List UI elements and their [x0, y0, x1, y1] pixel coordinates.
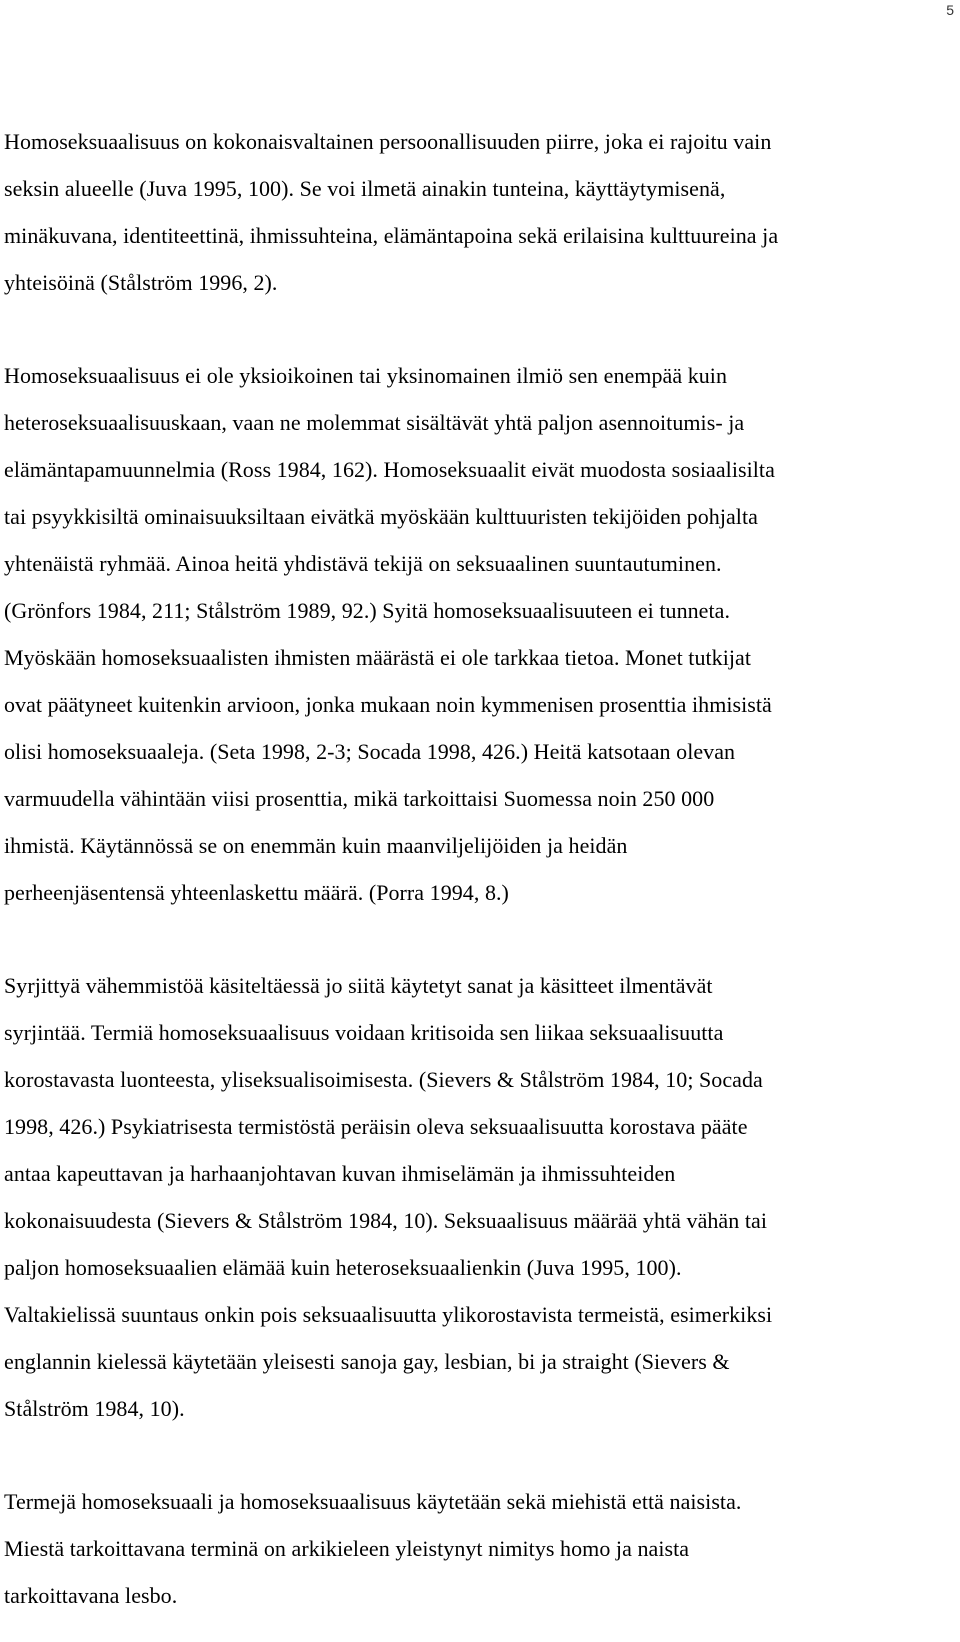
paragraph-3 [4, 962, 954, 1432]
paragraph-gap [4, 916, 954, 962]
paragraph-1 [4, 118, 954, 306]
text-line: tarkoittavana lesbo. [4, 1583, 178, 1608]
text-line: yhteisöinä (Stålström 1996, 2). [4, 270, 278, 295]
text-line: ovat päätyneet kuitenkin arvioon, jonka mukaan noin kymmenisen prosenttia ihmisistä [4, 692, 772, 717]
page-number: 5 [946, 2, 954, 18]
paragraph-gap [4, 306, 954, 352]
text-line: ihmistä. Käytännössä se on enemmän kuin maanviljelijöiden ja heidän [4, 833, 628, 858]
text-line: seksin alueelle (Juva 1995, 100). Se voi ilmetä ainakin tunteina, käyttäytymisenä, [4, 176, 726, 201]
text-line: Stålström 1984, 10). [4, 1396, 185, 1421]
text-line: minäkuvana, identiteettinä, ihmissuhteina, elämäntapoina sekä erilaisina kulttuureina ja [4, 223, 779, 248]
text-line: tai psyykkisiltä ominaisuuksiltaan eivätkä myöskään kulttuuristen tekijöiden pohjalta [4, 504, 758, 529]
text-line: Valtakielissä suuntaus onkin pois seksuaalisuutta ylikorostavista termeistä, esimerkiksi [4, 1302, 773, 1327]
text-line: elämäntapamuunnelmia (Ross 1984, 162). Homoseksuaalit eivät muodosta sosiaalisilta [4, 457, 775, 482]
text-line: varmuudella vähintään viisi prosenttia, mikä tarkoittaisi Suomessa noin 250 000 [4, 786, 715, 811]
text-line: paljon homoseksuaalien elämää kuin heteroseksuaalienkin (Juva 1995, 100). [4, 1255, 682, 1280]
text-line: Homoseksuaalisuus ei ole yksioikoinen tai yksinomainen ilmiö sen enempää kuin [4, 363, 728, 388]
text-line: perheenjäsentensä yhteenlaskettu määrä. (Porra 1994, 8.) [4, 880, 509, 905]
text-line: olisi homoseksuaaleja. (Seta 1998, 2-3; Socada 1998, 426.) Heitä katsotaan olevan [4, 739, 736, 764]
text-line: Syrjittyä vähemmistöä käsiteltäessä jo siitä käytetyt sanat ja käsitteet ilmentävät [4, 973, 713, 998]
text-line: syrjintää. Termiä homoseksuaalisuus voidaan kritisoida sen liikaa seksuaalisuutta [4, 1020, 724, 1045]
paragraph-4 [4, 1478, 954, 1619]
paragraph-2 [4, 352, 954, 916]
paragraph-gap [4, 1432, 954, 1478]
text-line: Miestä tarkoittavana terminä on arkikieleen yleistynyt nimitys homo ja naista [4, 1536, 690, 1561]
text-line: heteroseksuaalisuuskaan, vaan ne molemmat sisältävät yhtä paljon asennoitumis- ja [4, 410, 745, 435]
text-line: 1998, 426.) Psykiatrisesta termistöstä peräisin oleva seksuaalisuutta korostava pääte [4, 1114, 748, 1139]
text-line: Homoseksuaalisuus on kokonaisvaltainen persoonallisuuden piirre, joka ei rajoitu vain [4, 129, 772, 154]
text-line: englannin kielessä käytetään yleisesti sanoja gay, lesbian, bi ja straight (Sievers & [4, 1349, 730, 1374]
text-line: Myöskään homoseksuaalisten ihmisten määrästä ei ole tarkkaa tietoa. Monet tutkijat [4, 645, 752, 670]
text-line: (Grönfors 1984, 211; Stålström 1989, 92.) Syitä homoseksuaalisuuteen ei tunneta. [4, 598, 731, 623]
text-line: antaa kapeuttavan ja harhaanjohtavan kuvan ihmiselämän ja ihmissuhteiden [4, 1161, 676, 1186]
text-line: korostavasta luonteesta, yliseksualisoimisesta. (Sievers & Stålström 1984, 10; Socada [4, 1067, 763, 1092]
text-line: kokonaisuudesta (Sievers & Stålström 1984, 10). Seksuaalisuus määrää yhtä vähän tai [4, 1208, 767, 1233]
text-line: yhtenäistä ryhmää. Ainoa heitä yhdistävä tekijä on seksuaalinen suuntautuminen. [4, 551, 722, 576]
text-line: Termejä homoseksuaali ja homoseksuaalisuus käytetään sekä miehistä että naisista. [4, 1489, 742, 1514]
document-body [4, 118, 954, 1619]
